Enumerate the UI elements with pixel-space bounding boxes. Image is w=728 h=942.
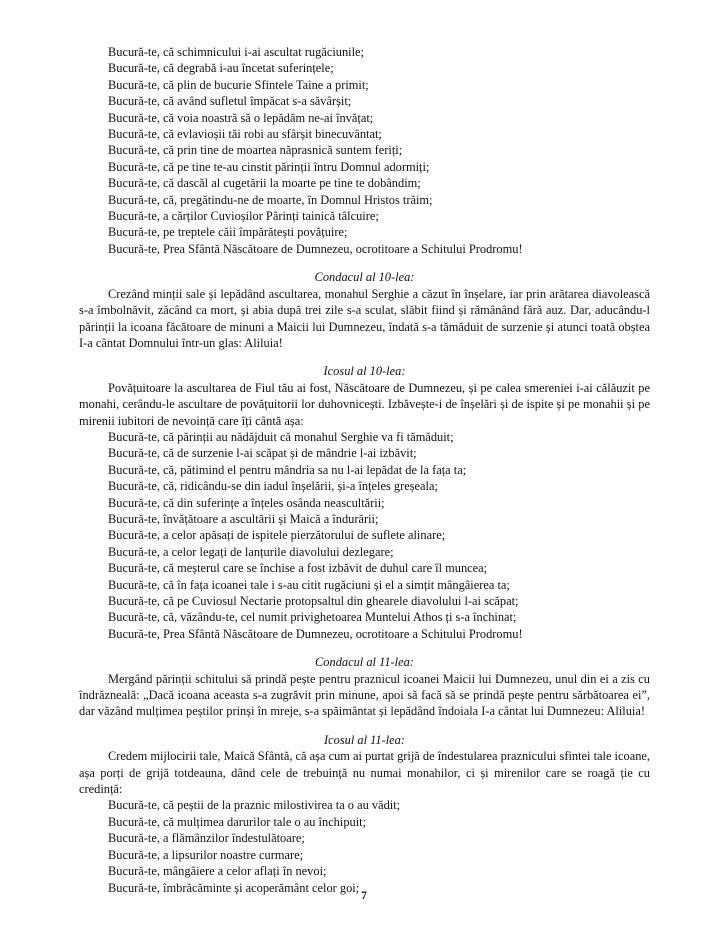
icos-11-text: Credem mijlocirii tale, Maică Sfântă, că așa cum ai purtat grijă de îndestularea praznicului sfintei tale icoane, așa porți de grijă totdeauna, dând cele de trebuință nu numai monahilor, ci și mirenilor care se roagă ție cu credință: — [79, 749, 650, 797]
salutation-line: Bucură-te, că prin tine de moartea năprasnică suntem feriți; — [108, 143, 403, 158]
salutation-line: Bucură-te, că, văzându-te, cel numit privighetoarea Muntelui Athos ți s-a închinat; — [108, 610, 517, 625]
salutation-line: Bucură-te, a celor legați de lanțurile diavolului dezlegare; — [108, 544, 394, 559]
icos-11-heading: Icosul al 11-lea: — [324, 732, 405, 747]
salutation-line: Bucură-te, că voia noastră să o lepădăm ne-ai învățat; — [108, 110, 374, 125]
salutation-line: Bucură-te, a flămânzilor îndestulătoare; — [108, 831, 305, 846]
salutation-line: Bucură-te, că mulțimea darurilor tale o au închipuit; — [108, 814, 367, 829]
salutation-line: Bucură-te, că schimnicului i-ai ascultat rugăciunile; — [108, 45, 364, 59]
salutation-line: Bucură-te, că meșterul care se închise a fost izbăvit de duhul care îl muncea; — [108, 561, 488, 576]
salutation-line: Bucură-te, că pe Cuviosul Nectarie protopsaltul din ghearele diavolului l-ai scăpat; — [108, 594, 519, 608]
salutation-line: Bucură-te, că de surzenie l-ai scăpat și de mândrie l-ai izbăvit; — [108, 446, 417, 461]
document-page — [79, 44, 650, 896]
salutation-line: Bucură-te, că dascăl al cugetării la moarte pe tine te dobândim; — [108, 176, 421, 191]
salutation-line: Bucură-te, că peștii de la praznic milostivirea ta o au vădit; — [108, 798, 401, 813]
salutation-line: Bucură-te, că din suferințe a înțeles osânda neascultării; — [108, 495, 385, 510]
condac-10-heading: Condacul al 10-lea: — [314, 270, 415, 285]
salutation-line: Bucură-te, învățătoare a ascultării și Maică a îndurării; — [108, 511, 379, 526]
salutations-block-1 — [79, 44, 650, 257]
icos-11-salutations — [79, 797, 650, 895]
salutation-line: Bucură-te, că pe tine te-au cinstit părinții întru Domnul adormiți; — [108, 159, 430, 174]
page-number: 7 — [361, 890, 367, 902]
salutation-line: Bucură-te, că plin de bucurie Sfintele Taine a primit; — [108, 77, 369, 92]
salutation-line: Bucură-te, Prea Sfântă Născătoare de Dumnezeu, ocrotitoare a Schitului Prodromu! — [108, 241, 523, 256]
icos-10-salutations — [79, 429, 650, 642]
salutation-line: Bucură-te, a cărților Cuvioșilor Părinți tainică tâlcuire; — [108, 209, 379, 224]
salutation-line: Bucură-te, că, pregătindu-ne de moarte, în Domnul Hristos trăim; — [108, 192, 433, 207]
salutation-line: Bucură-te, că având sufletul împăcat s-a săvârșit; — [108, 94, 352, 109]
salutation-line: Bucură-te, îmbrăcăminte și acoperământ celor goi; — [108, 880, 360, 895]
icos-10-text: Povățuitoare la ascultarea de Fiul tău ai fost, Născătoare de Dumnezeu, și pe calea smereniei i-ai călăuzit pe monahi, cerându-le ascultare de povățuitorii lor duhovnicești. Izbăvește-i de înșelări și de ispite și pe monahii și pe mirenii iubitori de nevoință care îți cântă așa: — [79, 380, 650, 428]
condac-11-text: Mergând părinții schitului să prindă pește pentru praznicul icoanei Maicii lui Dumnezeu, unul din ei a zis cu îndrăzneală: „Dacă icoana aceasta s-a zugrăvit prin minune, apoi să facă să se prindă pește pentru sărbătoarea ei”, dar văzând mulțimea peștilor prinși în mreje, s-a spăimântat și lepădând îndoiala I-a cântat lui Dumnezeu: Aliluia! — [79, 671, 650, 719]
salutation-line: Bucură-te, Prea Sfântă Născătoare de Dumnezeu, ocrotitoare a Schitului Prodromu! — [108, 626, 523, 641]
condac-10-text: Crezând minții sale și lepădând ascultarea, monahul Serghie a căzut în înșelare, iar prin arătarea diavolească s-a îmbolnăvit, zăcând ca mort, și abia după trei zile s-a sculat, slăbit fiind și rămânând fără auz. Dar, aducându-l părinții la icoana făcătoare de minuni a Maicii lui Dumnezeu, îndată s-a tămăduit de surzenie și atunci toată obștea I-a cântat Domnului într-un glas: Aliluia! — [79, 286, 650, 350]
salutation-line: Bucură-te, a lipsurilor noastre curmare; — [108, 847, 304, 862]
salutation-line: Bucură-te, că părinții au nădăjduit că monahul Serghie va fi tămăduit; — [108, 429, 454, 444]
salutation-line: Bucură-te, pe treptele căii împărătești povățuire; — [108, 225, 348, 240]
salutation-line: Bucură-te, că degrabă i-au încetat suferințele; — [108, 61, 334, 76]
icos-10-heading: Icosul al 10-lea: — [323, 364, 406, 379]
salutation-line: Bucură-te, că, pătimind el pentru mândria sa nu l-ai lepădat de la fața ta; — [108, 462, 467, 477]
salutation-line: Bucură-te, că evlavioșii tăi robi au sfârșit binecuvântat; — [108, 127, 382, 142]
salutation-line: Bucură-te, că în fața icoanei tale i s-au citit rugăciuni și el a simțit mângâierea ta; — [108, 577, 510, 592]
salutation-line: Bucură-te, mângâiere a celor aflați în nevoi; — [108, 864, 327, 879]
condac-11-heading: Condacul al 11-lea: — [315, 655, 414, 670]
salutation-line: Bucură-te, că, ridicându-se din iadul înșelării, și-a înțeles greșeala; — [108, 479, 438, 494]
salutation-line: Bucură-te, a celor apăsați de ispitele pierzătorului de suflete alinare; — [108, 528, 446, 543]
